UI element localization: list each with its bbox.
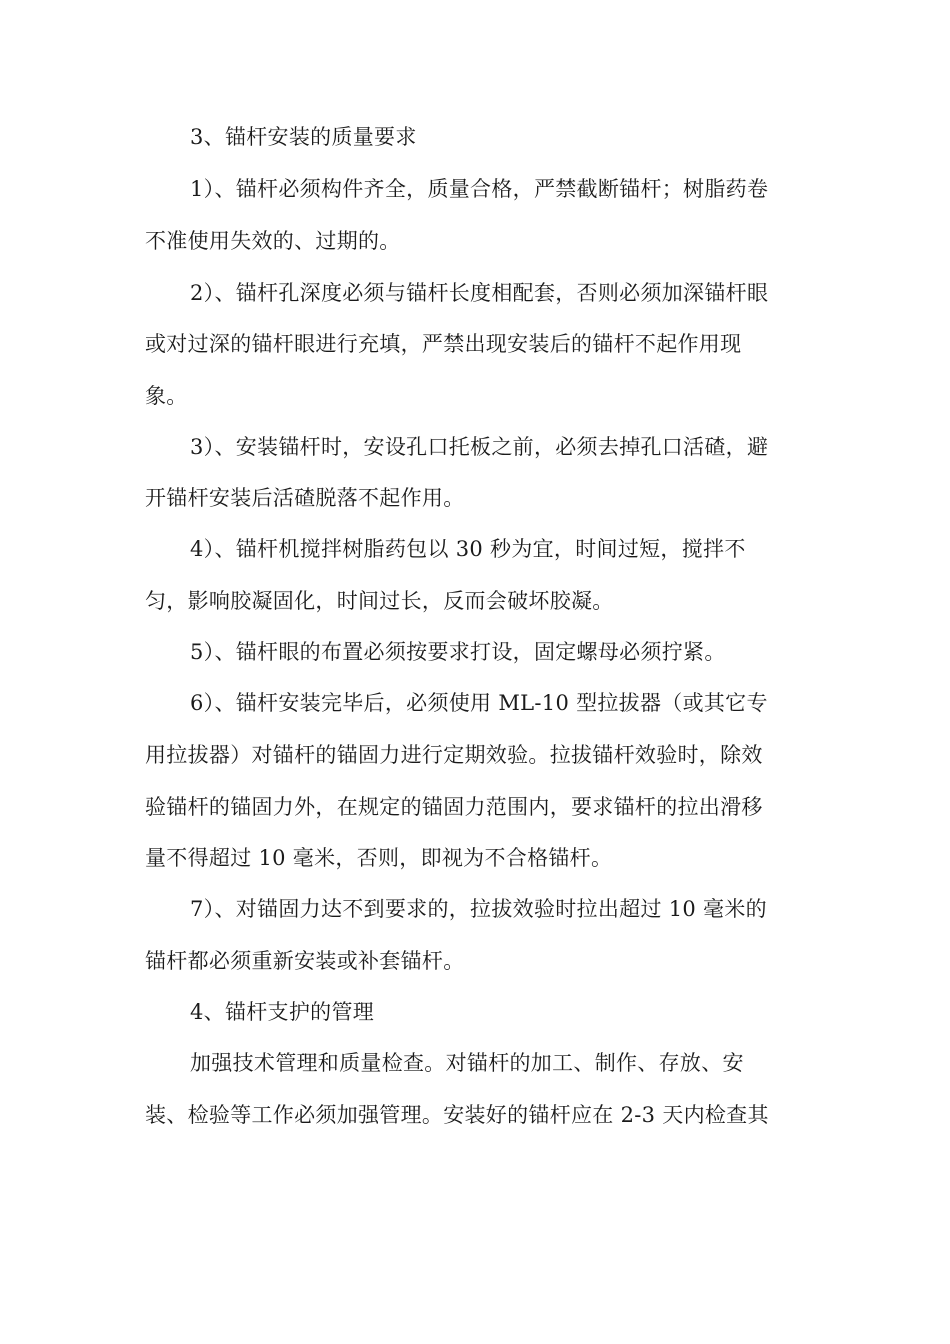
paragraph-line: 验锚杆的锚固力外，在规定的锚固力范围内，要求锚杆的拉出滑移 [145, 795, 763, 819]
paragraph-line: 锚杆都必须重新安装或补套锚杆。 [145, 949, 465, 973]
paragraph-line: 3）、安装锚杆时，安设孔口托板之前，必须去掉孔口活碴，避 [190, 435, 769, 459]
paragraph-line: 6）、锚杆安装完毕后，必须使用 ML-10 型拉拔器（或其它专 [190, 691, 768, 715]
paragraph-line: 用拉拔器）对锚杆的锚固力进行定期效验。拉拔锚杆效验时，除效 [145, 743, 763, 767]
section-heading-management: 4、锚杆支护的管理 [190, 1000, 375, 1024]
paragraph-line: 1）、锚杆必须构件齐全，质量合格，严禁截断锚杆；树脂药卷 [190, 177, 769, 201]
paragraph-line: 2）、锚杆孔深度必须与锚杆长度相配套，否则必须加深锚杆眼 [190, 281, 769, 305]
paragraph-line: 5）、锚杆眼的布置必须按要求打设，固定螺母必须拧紧。 [190, 640, 726, 664]
paragraph-line: 量不得超过 10 毫米，否则，即视为不合格锚杆。 [145, 846, 613, 870]
paragraph-line: 开锚杆安装后活碴脱落不起作用。 [145, 486, 465, 510]
paragraph-line: 装、检验等工作必须加强管理。安装好的锚杆应在 2-3 天内检查其 [145, 1103, 769, 1127]
paragraph-line: 匀，影响胶凝固化，时间过长，反而会破坏胶凝。 [145, 589, 614, 613]
paragraph-line: 加强技术管理和质量检查。对锚杆的加工、制作、存放、安 [190, 1051, 744, 1075]
paragraph-line: 7）、对锚固力达不到要求的，拉拔效验时拉出超过 10 毫米的 [190, 897, 767, 921]
paragraph-line: 4）、锚杆机搅拌树脂药包以 30 秒为宜，时间过短，搅拌不 [190, 537, 746, 561]
section-heading-quality-requirements: 3、锚杆安装的质量要求 [190, 125, 417, 149]
paragraph-line: 不准使用失效的、过期的。 [145, 229, 401, 253]
paragraph-line: 象。 [145, 384, 188, 408]
paragraph-line: 或对过深的锚杆眼进行充填，严禁出现安装后的锚杆不起作用现 [145, 332, 742, 356]
